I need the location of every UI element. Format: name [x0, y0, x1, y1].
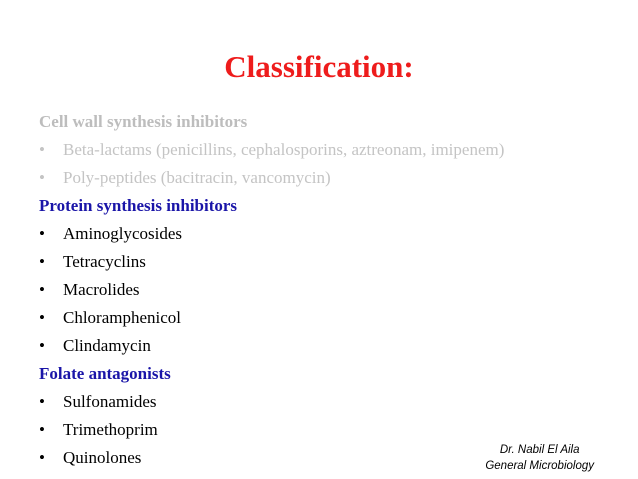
list-item: [39, 332, 609, 360]
bullet-icon: •: [39, 224, 45, 243]
list-item-text: Poly-peptides (bacitracin, vancomycin): [63, 168, 331, 187]
list-item-text: Macrolides: [63, 280, 140, 299]
list-item: [39, 136, 609, 164]
list-item-text: Aminoglycosides: [63, 224, 182, 243]
list-item-text: Tetracyclins: [63, 252, 146, 271]
list-item: [39, 416, 609, 444]
bullet-icon: •: [39, 140, 45, 159]
list-item: [39, 164, 609, 192]
list-item: [39, 220, 609, 248]
section-heading-cell-wall: Cell wall synthesis inhibitors: [39, 112, 248, 131]
bullet-icon: •: [39, 280, 45, 299]
bullet-icon: •: [39, 168, 45, 187]
section-heading-folate: Folate antagonists: [39, 364, 171, 383]
list-item: [39, 388, 609, 416]
bullet-icon: •: [39, 420, 45, 439]
bullet-icon: •: [39, 448, 45, 467]
bullet-icon: •: [39, 252, 45, 271]
slide-title: Classification:: [224, 49, 414, 84]
list-item-text: Clindamycin: [63, 336, 151, 355]
bullet-icon: •: [39, 392, 45, 411]
list-item-text: Trimethoprim: [63, 420, 158, 439]
slide-content: [39, 108, 609, 472]
section-heading-protein: Protein synthesis inhibitors: [39, 196, 238, 215]
author-name: Dr. Nabil El Aila: [499, 444, 580, 456]
list-item-text: Quinolones: [63, 448, 142, 467]
bullet-icon: •: [39, 308, 45, 327]
list-item: [39, 248, 609, 276]
list-item-text: Beta-lactams (penicillins, cephalosporins, aztreonam, imipenem): [63, 140, 505, 159]
bullet-icon: •: [39, 336, 45, 355]
list-item-text: Chloramphenicol: [63, 308, 182, 327]
list-item: [39, 276, 609, 304]
list-item: [39, 304, 609, 332]
course-name: General Microbiology: [485, 460, 594, 472]
list-item-text: Sulfonamides: [63, 392, 157, 411]
author-credit: [485, 442, 594, 474]
